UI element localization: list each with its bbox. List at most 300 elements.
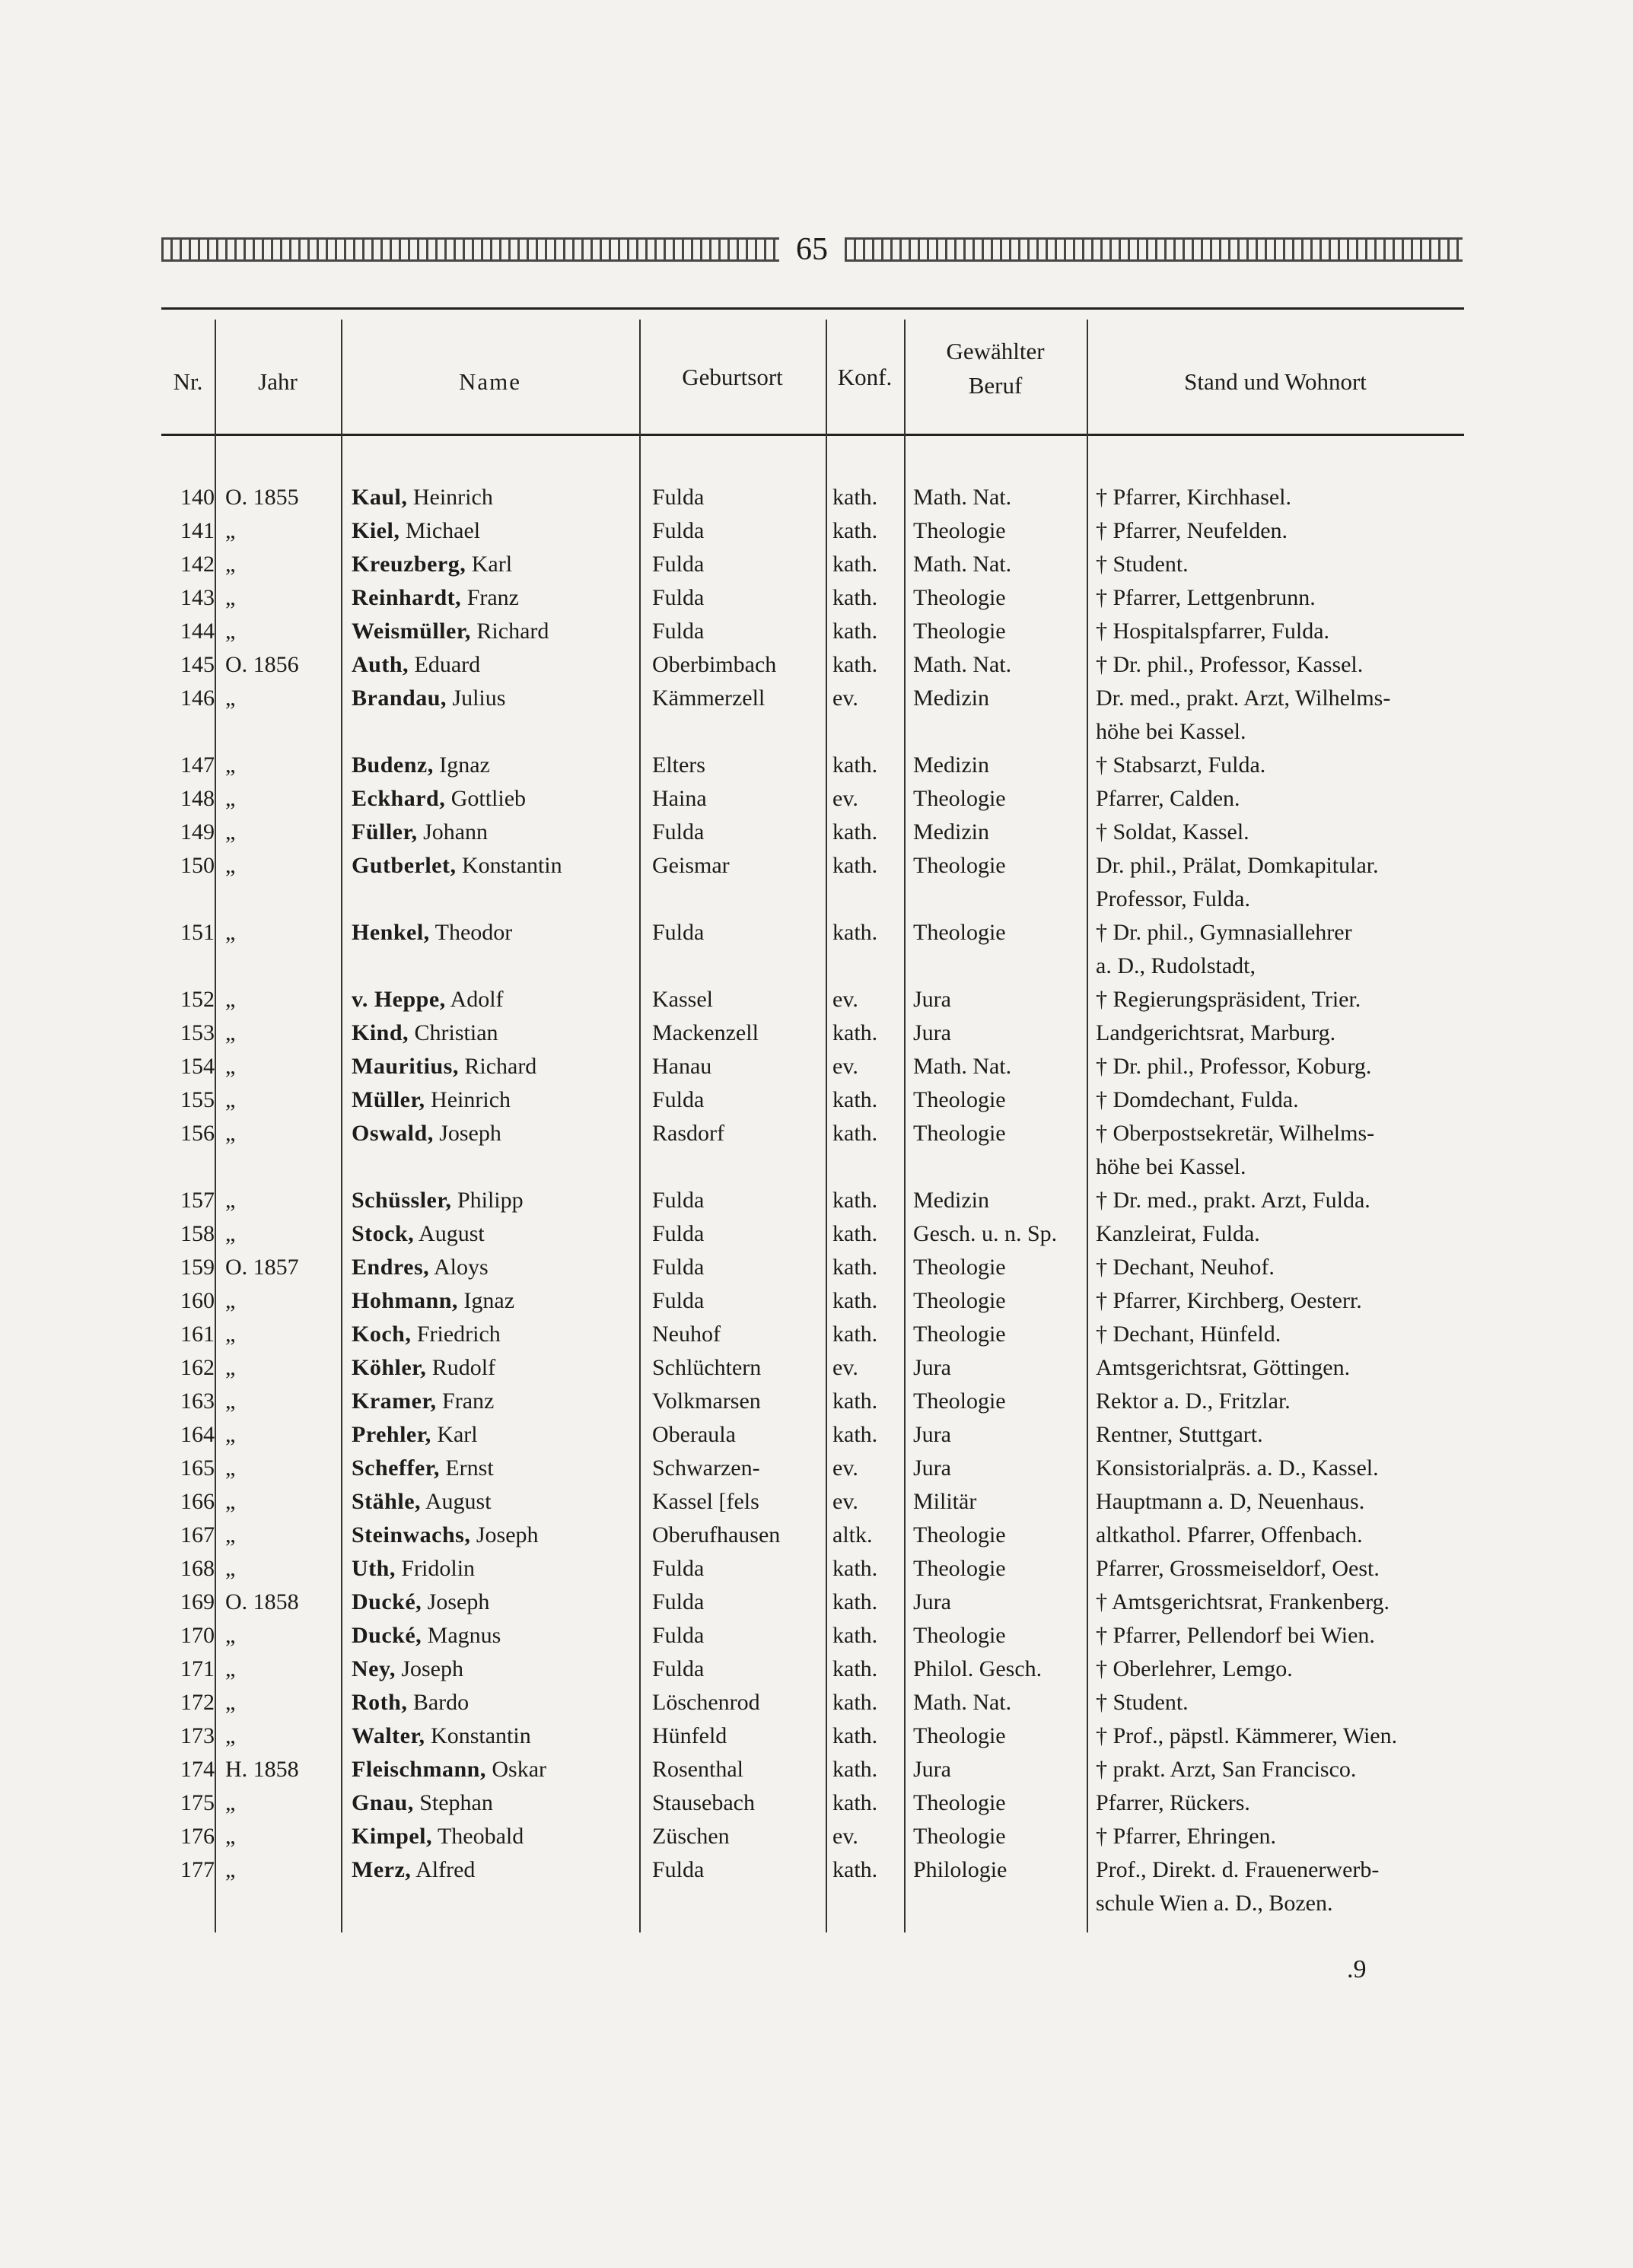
row-number: 176 (180, 1824, 215, 1849)
row-confession: kath. (832, 1757, 878, 1782)
row-given-name: Stephan (419, 1790, 493, 1815)
row-status-residence: † Oberpostsekretär, Wilhelms- höhe bei Kassel. (1096, 1121, 1375, 1179)
row-profession: Theologie (913, 1623, 1006, 1648)
row-confession: kath. (832, 1422, 878, 1447)
row-profession: Jura (913, 1757, 951, 1782)
row-given-name: Ignaz (463, 1288, 515, 1313)
row-confession: ev. (832, 685, 858, 711)
row-surname: Fleischmann, (352, 1757, 486, 1782)
row-status-residence: Hauptmann a. D, Neuenhaus. (1096, 1489, 1365, 1514)
row-surname: Eckhard, (352, 786, 446, 811)
row-given-name: Joseph (427, 1589, 490, 1614)
row-number: 174 (180, 1757, 215, 1782)
row-number: 161 (180, 1322, 215, 1347)
row-year: „ (225, 1355, 236, 1380)
row-year: O. 1858 (225, 1589, 299, 1614)
row-confession: ev. (832, 1455, 858, 1481)
row-year: „ (225, 819, 236, 845)
row-birthplace: Schlüchtern (652, 1355, 762, 1380)
column-divider (215, 320, 216, 1932)
row-surname: Kimpel, (352, 1824, 432, 1849)
row-confession: kath. (832, 819, 878, 845)
row-surname: Füller, (352, 819, 418, 845)
row-year: „ (225, 853, 236, 878)
row-number: 150 (180, 853, 215, 878)
row-profession: Philol. Gesch. (913, 1656, 1043, 1681)
row-year: „ (225, 1455, 236, 1481)
table-top-rule (161, 307, 1464, 310)
row-number: 159 (180, 1255, 215, 1280)
row-profession: Math. Nat. (913, 1054, 1012, 1079)
row-year: „ (225, 1087, 236, 1112)
row-given-name: August (419, 1221, 485, 1246)
row-surname: Uth, (352, 1556, 396, 1581)
row-profession: Theologie (913, 1556, 1006, 1581)
row-status-residence: † Pfarrer, Lettgenbrunn. (1096, 585, 1316, 610)
row-number: 141 (180, 518, 215, 543)
row-birthplace: Schwarzen- (652, 1455, 760, 1481)
row-number: 167 (180, 1522, 215, 1548)
row-confession: kath. (832, 1255, 878, 1280)
row-given-name: Theodor (435, 920, 513, 945)
row-given-name: Theobald (437, 1824, 524, 1849)
row-year: „ (225, 1556, 236, 1581)
page-number: 65 (796, 232, 828, 267)
header-beruf: Gewählter Beruf (946, 338, 1045, 399)
row-status-residence: † Amtsgerichtsrat, Frankenberg. (1096, 1589, 1390, 1614)
row-birthplace: Rasdorf (652, 1121, 724, 1146)
row-given-name: Alfred (415, 1857, 476, 1882)
row-number: 158 (180, 1221, 215, 1246)
row-profession: Medizin (913, 752, 989, 778)
row-number: 143 (180, 585, 215, 610)
row-year: „ (225, 987, 236, 1012)
row-given-name: Karl (471, 552, 513, 577)
row-birthplace: Fulda (652, 518, 705, 543)
row-profession: Theologie (913, 1790, 1006, 1815)
row-confession: kath. (832, 1623, 878, 1648)
row-profession: Jura (913, 987, 951, 1012)
row-year: „ (225, 1790, 236, 1815)
row-confession: kath. (832, 1656, 878, 1681)
row-birthplace: Fulda (652, 1255, 705, 1280)
row-surname: Merz, (352, 1857, 412, 1882)
row-given-name: Johann (423, 819, 489, 845)
row-number: 155 (180, 1087, 215, 1112)
row-confession: kath. (832, 485, 878, 510)
row-number: 147 (180, 752, 215, 778)
row-confession: kath. (832, 1690, 878, 1715)
row-status-residence: † Soldat, Kassel. (1096, 819, 1249, 845)
row-number: 142 (180, 552, 215, 577)
row-profession: Theologie (913, 920, 1006, 945)
row-status-residence: † Pfarrer, Kirchhasel. (1096, 485, 1292, 510)
row-birthplace: Kassel [fels (652, 1489, 759, 1514)
row-birthplace: Fulda (652, 1087, 705, 1112)
row-confession: kath. (832, 518, 878, 543)
row-year: „ (225, 1422, 236, 1447)
header-stand: Stand und Wohnort (1184, 368, 1367, 395)
row-number: 146 (180, 685, 215, 711)
header-jahr: Jahr (258, 368, 298, 395)
row-given-name: Adolf (450, 987, 504, 1012)
row-status-residence: Rentner, Stuttgart. (1096, 1422, 1263, 1447)
row-number: 152 (180, 987, 215, 1012)
row-year: „ (225, 518, 236, 543)
row-given-name: Gottlieb (450, 786, 527, 811)
row-confession: kath. (832, 585, 878, 610)
row-year: „ (225, 752, 236, 778)
row-given-name: Konstantin (461, 853, 562, 878)
row-birthplace: Löschenrod (652, 1690, 760, 1715)
row-birthplace: Rosenthal (652, 1757, 743, 1782)
row-given-name: Heinrich (431, 1087, 511, 1112)
row-confession: kath. (832, 752, 878, 778)
row-year: „ (225, 685, 236, 711)
row-profession: Jura (913, 1422, 951, 1447)
row-profession: Math. Nat. (913, 1690, 1012, 1715)
row-given-name: Franz (466, 585, 519, 610)
row-confession: kath. (832, 1388, 878, 1414)
row-year: „ (225, 1857, 236, 1882)
row-status-residence: Kanzleirat, Fulda. (1096, 1221, 1260, 1246)
row-confession: kath. (832, 1723, 878, 1748)
row-given-name: Aloys (434, 1255, 489, 1280)
row-status-residence: Amtsgerichtsrat, Göttingen. (1096, 1355, 1351, 1380)
row-surname: Stock, (352, 1221, 415, 1246)
row-number: 148 (180, 786, 215, 811)
row-surname: Weismüller, (352, 619, 471, 644)
row-surname: Scheffer, (352, 1455, 440, 1481)
row-profession: Theologie (913, 1121, 1006, 1146)
row-status-residence: † Hospitalspfarrer, Fulda. (1096, 619, 1330, 644)
row-surname: Walter, (352, 1723, 425, 1748)
row-number: 149 (180, 819, 215, 845)
row-profession: Jura (913, 1020, 951, 1045)
row-confession: kath. (832, 1288, 878, 1313)
row-confession: kath. (832, 552, 878, 577)
row-birthplace: Kämmerzell (652, 685, 766, 711)
row-surname: Koch, (352, 1322, 412, 1347)
row-year: „ (225, 1322, 236, 1347)
row-surname: Köhler, (352, 1355, 427, 1380)
row-number: 177 (180, 1857, 215, 1882)
row-profession: Medizin (913, 819, 989, 845)
row-birthplace: Fulda (652, 1656, 705, 1681)
row-given-name: Friedrich (416, 1322, 501, 1347)
row-confession: ev. (832, 1054, 858, 1079)
row-number: 163 (180, 1388, 215, 1414)
row-birthplace: Fulda (652, 552, 705, 577)
row-number: 171 (180, 1656, 215, 1681)
row-birthplace: Fulda (652, 1623, 705, 1648)
row-number: 160 (180, 1288, 215, 1313)
row-profession: Medizin (913, 685, 989, 711)
row-given-name: Bardo (412, 1690, 470, 1715)
row-surname: Auth, (352, 652, 409, 677)
row-surname: Ney, (352, 1656, 396, 1681)
row-birthplace: Fulda (652, 1288, 705, 1313)
row-birthplace: Geismar (652, 853, 730, 878)
row-confession: ev. (832, 1824, 858, 1849)
row-year: „ (225, 1054, 236, 1079)
row-confession: kath. (832, 1221, 878, 1246)
row-birthplace: Fulda (652, 1188, 705, 1213)
row-surname: Hohmann, (352, 1288, 458, 1313)
signature-mark: .9 (1347, 1955, 1367, 1983)
row-given-name: Michael (405, 518, 481, 543)
row-year: O. 1857 (225, 1255, 299, 1280)
row-birthplace: Neuhof (652, 1322, 721, 1347)
row-status-residence: altkathol. Pfarrer, Offenbach. (1096, 1522, 1363, 1548)
row-year: „ (225, 619, 236, 644)
row-birthplace: Hanau (652, 1054, 712, 1079)
row-number: 154 (180, 1054, 215, 1079)
row-given-name: Eduard (414, 652, 481, 677)
row-surname: Müller, (352, 1087, 425, 1112)
row-profession: Theologie (913, 786, 1006, 811)
row-surname: Oswald, (352, 1121, 434, 1146)
row-year: „ (225, 1388, 236, 1414)
row-birthplace: Oberbimbach (652, 652, 777, 677)
row-number: 169 (180, 1589, 215, 1614)
row-status-residence: † prakt. Arzt, San Francisco. (1096, 1757, 1357, 1782)
row-birthplace: Fulda (652, 1589, 705, 1614)
row-status-residence: † Dr. phil., Professor, Koburg. (1096, 1054, 1372, 1079)
row-profession: Theologie (913, 853, 1006, 878)
row-profession: Medizin (913, 1188, 989, 1213)
row-year: „ (225, 585, 236, 610)
row-surname: Kiel, (352, 518, 400, 543)
row-confession: ev. (832, 786, 858, 811)
row-surname: Ducké, (352, 1589, 422, 1614)
row-number: 164 (180, 1422, 215, 1447)
row-status-residence: Pfarrer, Calden. (1096, 786, 1240, 811)
row-status-residence: Pfarrer, Grossmeiseldorf, Oest. (1096, 1556, 1380, 1581)
row-given-name: Ernst (445, 1455, 494, 1481)
row-year: „ (225, 1221, 236, 1246)
row-given-name: Christian (414, 1020, 498, 1045)
row-number: 140 (180, 485, 215, 510)
row-given-name: Joseph (401, 1656, 463, 1681)
row-profession: Math. Nat. (913, 552, 1012, 577)
row-birthplace: Züschen (652, 1824, 730, 1849)
row-year: „ (225, 552, 236, 577)
row-year: „ (225, 1824, 236, 1849)
row-birthplace: Fulda (652, 619, 705, 644)
row-given-name: August (425, 1489, 492, 1514)
page-header (161, 225, 1463, 274)
row-number: 168 (180, 1556, 215, 1581)
row-surname: Kramer, (352, 1388, 437, 1414)
row-number: 157 (180, 1188, 215, 1213)
row-surname: Gutberlet, (352, 853, 457, 878)
row-profession: Theologie (913, 518, 1006, 543)
row-surname: Henkel, (352, 920, 430, 945)
row-year: „ (225, 920, 236, 945)
row-confession: ev. (832, 1489, 858, 1514)
row-confession: kath. (832, 619, 878, 644)
header-konf: Konf. (837, 364, 893, 390)
row-number: 145 (180, 652, 215, 677)
row-profession: Theologie (913, 1388, 1006, 1414)
left-ornament-border (161, 237, 779, 262)
row-profession: Theologie (913, 1824, 1006, 1849)
row-surname: Stähle, (352, 1489, 422, 1514)
row-given-name: Ignaz (439, 752, 490, 778)
row-profession: Theologie (913, 1723, 1006, 1748)
row-given-name: Julius (452, 685, 506, 711)
row-status-residence: † Student. (1096, 552, 1189, 577)
row-given-name: Richard (464, 1054, 537, 1079)
row-given-name: Fridolin (401, 1556, 476, 1581)
header-bottom-rule (161, 434, 1464, 436)
row-year: „ (225, 1690, 236, 1715)
row-status-residence: † Dechant, Hünfeld. (1096, 1322, 1281, 1347)
row-year: „ (225, 786, 236, 811)
row-year: „ (225, 1121, 236, 1146)
row-birthplace: Fulda (652, 819, 705, 845)
row-number: 173 (180, 1723, 215, 1748)
row-confession: ev. (832, 987, 858, 1012)
row-profession: Jura (913, 1455, 951, 1481)
row-status-residence: † Dr. phil., Professor, Kassel. (1096, 652, 1364, 677)
row-surname: Roth, (352, 1690, 408, 1715)
row-birthplace: Oberufhausen (652, 1522, 781, 1548)
row-surname: Gnau, (352, 1790, 414, 1815)
row-birthplace: Elters (652, 752, 705, 778)
row-confession: kath. (832, 1020, 878, 1045)
row-profession: Jura (913, 1589, 951, 1614)
row-year: „ (225, 1288, 236, 1313)
header-nr: Nr. (173, 368, 203, 395)
row-status-residence: † Pfarrer, Kirchberg, Oesterr. (1096, 1288, 1362, 1313)
row-given-name: Philipp (457, 1188, 524, 1213)
row-year: O. 1855 (225, 485, 299, 510)
row-number: 175 (180, 1790, 215, 1815)
row-given-name: Franz (442, 1388, 495, 1414)
row-year: „ (225, 1623, 236, 1648)
row-confession: ev. (832, 1355, 858, 1380)
row-surname: Budenz, (352, 752, 434, 778)
row-confession: kath. (832, 920, 878, 945)
row-birthplace: Stausebach (652, 1790, 755, 1815)
row-birthplace: Fulda (652, 485, 705, 510)
row-confession: kath. (832, 1188, 878, 1213)
row-year: „ (225, 1489, 236, 1514)
row-year: „ (225, 1522, 236, 1548)
row-number: 165 (180, 1455, 215, 1481)
row-given-name: Heinrich (412, 485, 493, 510)
row-status-residence: † Regierungspräsident, Trier. (1096, 987, 1361, 1012)
row-confession: kath. (832, 652, 878, 677)
row-number: 166 (180, 1489, 215, 1514)
row-confession: kath. (832, 1857, 878, 1882)
row-year: „ (225, 1656, 236, 1681)
row-profession: Theologie (913, 1087, 1006, 1112)
row-given-name: Joseph (439, 1121, 501, 1146)
row-profession: Theologie (913, 1288, 1006, 1313)
row-birthplace: Fulda (652, 1221, 705, 1246)
row-confession: altk. (832, 1522, 873, 1548)
row-birthplace: Hünfeld (652, 1723, 727, 1748)
row-birthplace: Mackenzell (652, 1020, 759, 1045)
row-number: 153 (180, 1020, 215, 1045)
row-surname: Prehler, (352, 1422, 431, 1447)
row-status-residence: Prof., Direkt. d. Frauenerwerb- schule Wien a. D., Bozen. (1096, 1857, 1380, 1916)
row-year: „ (225, 1723, 236, 1748)
row-given-name: Rudolf (431, 1355, 496, 1380)
row-status-residence: † Oberlehrer, Lemgo. (1096, 1656, 1293, 1681)
row-profession: Gesch. u. n. Sp. (913, 1221, 1058, 1246)
row-number: 151 (180, 920, 215, 945)
row-confession: kath. (832, 1790, 878, 1815)
row-surname: v. Heppe, (352, 987, 446, 1012)
row-confession: kath. (832, 1322, 878, 1347)
row-profession: Math. Nat. (913, 485, 1012, 510)
row-given-name: Joseph (476, 1522, 539, 1548)
row-surname: Kind, (352, 1020, 409, 1045)
row-number: 156 (180, 1121, 215, 1146)
row-number: 144 (180, 619, 215, 644)
row-surname: Endres, (352, 1255, 430, 1280)
row-confession: kath. (832, 1589, 878, 1614)
row-year: O. 1856 (225, 652, 299, 677)
row-profession: Theologie (913, 1522, 1006, 1548)
row-profession: Theologie (913, 1322, 1006, 1347)
row-status-residence: † Student. (1096, 1690, 1189, 1715)
row-surname: Kreuzberg, (352, 552, 466, 577)
row-surname: Steinwachs, (352, 1522, 471, 1548)
row-profession: Philologie (913, 1857, 1007, 1882)
row-number: 162 (180, 1355, 215, 1380)
row-surname: Kaul, (352, 485, 408, 510)
row-status-residence: Rektor a. D., Fritzlar. (1096, 1388, 1291, 1414)
row-year: „ (225, 1188, 236, 1213)
row-status-residence: † Stabsarzt, Fulda. (1096, 752, 1266, 778)
row-profession: Militär (913, 1489, 977, 1514)
row-confession: kath. (832, 1121, 878, 1146)
row-status-residence: Dr. med., prakt. Arzt, Wilhelms- höhe bei Kassel. (1096, 685, 1391, 744)
row-given-name: Magnus (427, 1623, 501, 1648)
row-status-residence: † Prof., päpstl. Kämmerer, Wien. (1096, 1723, 1398, 1748)
row-profession: Math. Nat. (913, 652, 1012, 677)
right-ornament-border (845, 237, 1463, 262)
row-given-name: Karl (437, 1422, 478, 1447)
row-surname: Reinhardt, (352, 585, 462, 610)
header-name: Name (458, 368, 522, 395)
header-geburtsort: Geburtsort (682, 364, 783, 390)
row-status-residence: † Dechant, Neuhof. (1096, 1255, 1275, 1280)
row-status-residence: Konsistorialpräs. a. D., Kassel. (1096, 1455, 1379, 1481)
row-birthplace: Volkmarsen (652, 1388, 761, 1414)
row-profession: Theologie (913, 619, 1006, 644)
row-surname: Ducké, (352, 1623, 422, 1648)
row-status-residence: Pfarrer, Rückers. (1096, 1790, 1250, 1815)
row-birthplace: Fulda (652, 920, 705, 945)
column-divider (341, 320, 342, 1932)
row-birthplace: Fulda (652, 1556, 705, 1581)
row-profession: Jura (913, 1355, 951, 1380)
row-surname: Schüssler, (352, 1188, 452, 1213)
row-birthplace: Haina (652, 786, 707, 811)
row-birthplace: Fulda (652, 585, 705, 610)
row-surname: Mauritius, (352, 1054, 459, 1079)
row-profession: Theologie (913, 1255, 1006, 1280)
row-given-name: Richard (476, 619, 549, 644)
row-status-residence: † Dr. med., prakt. Arzt, Fulda. (1096, 1188, 1370, 1213)
row-status-residence: † Pfarrer, Pellendorf bei Wien. (1096, 1623, 1375, 1648)
